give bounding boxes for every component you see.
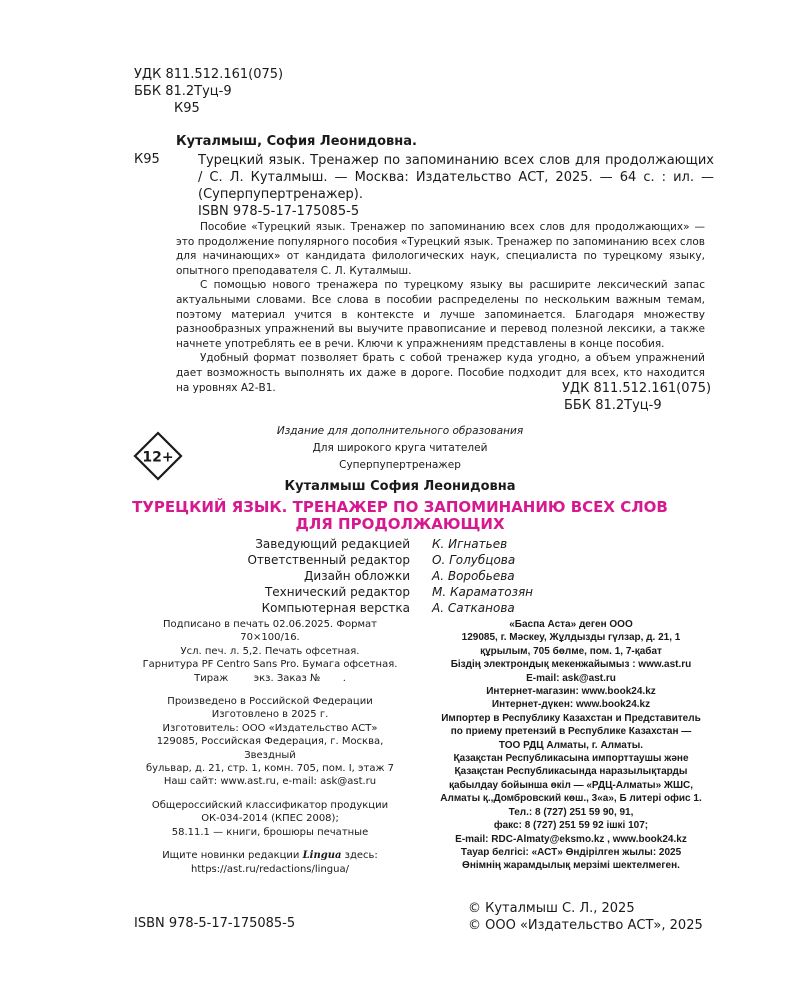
kz-info-line: Қазақстан Республикасына импорттаушы және [453,753,689,765]
kz-info-line: қабылдау бойынша өкіл — «РДЦ-Алматы» ЖШС, [449,779,693,791]
credit-name: К. Игнатьев [432,537,508,551]
credit-name: М. Караматозян [432,585,534,599]
catalog-author: Куталмыш, София Леонидовна. [176,134,417,149]
credit-role: Компьютерная верстка [261,601,410,615]
kz-info-line: 129085, г. Мәскеу, Жұлдызды гүлзар, д. 21, 1 [461,632,681,644]
annotation-paragraph: С помощью нового тренажера по турецкому языку вы расширите лексический запас актуальными словами. Все слова в пособии распределены по нескольким важным темам, поэтому материал учится в контексте и лучше запоминается. Благодаря множеству разнообразных упражнений вы выучите правописание и перевод полезной лексики, а также начнете употреблять ее в речи. Ключи к упражнениям представлены в конце пособия. [176,279,705,350]
annotation-paragraph: Пособие «Турецкий язык. Тренажер по запоминанию всех слов для продолжающих» — это продолжение популярного пособия «Турецкий язык. Тренажер по запоминанию всех слов для начинающих» от кандидата филологических наук, специалиста по турецкому языку, опытного преподавателя С. Л. Куталмыш. [176,221,705,277]
kz-info-line: по приему претензий в Республике Казахстан — [450,726,692,738]
print-info-line: Усл. печ. л. 5,2. Печать офсетная. [180,645,360,657]
kz-info-line: Импортер в Республику Казахстан и Представитель [441,712,701,724]
udk-header [134,66,283,117]
credit-role: Ответственный редактор [247,553,410,567]
author-mark: К95 [174,101,200,116]
print-info-line: Наш сайт: www.ast.ru, e-mail: ask@ast.ru [163,776,377,788]
footer-isbn: ISBN 978-5-17-175085-5 [134,916,296,931]
kz-info-line: Интернет-магазин: www.book24.kz [486,686,656,698]
print-info-line: Общероссийский классификатор продукции [151,799,389,811]
kz-info-line: Интернет-дүкен: www.book24.kz [491,699,651,711]
kz-info-line: Өнімнің жарамдылық мерзімі шектелмеген. [462,860,680,872]
age-rating-badge [133,431,183,481]
print-info-line: 129085, Российская Федерация, г. Москва, Звездный [156,736,384,761]
print-info-line: бульвар, д. 21, стр. 1, комн. 705, пом. I, этаж 7 [145,763,395,775]
bbk-code: ББК 81.2Туц-9 [134,84,232,99]
kz-info-line: Біздің электрондық мекенжайымыз : www.ast.ru [450,659,692,671]
novelty-line [134,849,406,862]
credits-names [432,536,533,616]
kz-info-line: Тел.: 8 (727) 251 59 90, 91, [508,806,634,818]
print-info [134,618,406,876]
credits-roles [200,536,410,616]
edition-audience: Для широкого круга читателей [312,442,488,454]
kz-info-line: құрылым, 705 бөлме, пом. 1, 7-қабат [480,645,662,657]
print-info-line: 58.11.1 — книги, брошюры печатные [171,826,369,838]
annotation-paragraph: Удобный формат позволяет брать с собой тренажер куда угодно, а объем упражнений дает возможность выполнять их даже в дороге. Пособие подходит для всех, кто находится на уровнях А2-В1. [176,352,705,394]
print-info-line: Гарнитура PF Centro Sans Pro. Бумага офсетная. [142,659,398,671]
catalog-udk-block [562,380,711,414]
novelty-url-link[interactable]: https://ast.ru/redactions/lingua/ [191,863,349,875]
book-title [130,499,670,533]
kz-info-line: ТОО РДЦ Алматы, г. Алматы. [498,739,644,751]
age-rating-text: 12+ [142,449,174,466]
novelty-prefix: Ищите новинки редакции [162,850,300,862]
kz-info-line: Қазақстан Республикасында наразылықтарды [454,766,688,778]
catalog-bbk: ББК 81.2Туц-9 [564,398,662,413]
kz-info-line: E-mail: RDC-Almaty@eksmo.kz , www.book24.kz [455,833,687,845]
book-title-line: ДЛЯ ПРОДОЛЖАЮЩИХ [295,515,505,533]
print-info-line: Произведено в Российской Федерации [167,696,373,708]
edition-type: Издание для дополнительного образования [276,425,524,437]
kz-info-line: Алматы қ.,Домбровский көш., 3«а», Б литері офис 1. [440,793,702,805]
book-author: Куталмыш София Леонидовна [284,479,516,494]
book-title-line: ТУРЕЦКИЙ ЯЗЫК. ТРЕНАЖЕР ПО ЗАПОМИНАНИЮ ВСЕХ СЛОВ [132,498,668,516]
edition-series: Суперпупертренажер [339,459,461,471]
print-info-line: ОК-034-2014 (КПЕС 2008); [201,813,339,825]
kz-info-line: E-mail: ask@ast.ru [526,672,616,684]
credit-role: Дизайн обложки [304,569,410,583]
kz-importer-info [425,618,717,873]
print-info-line: Подписано в печать 02.06.2025. Формат 70×100/16. [163,619,377,644]
credit-name: А. Сатканова [432,601,515,615]
annotation [176,220,705,395]
catalog-isbn: ISBN 978-5-17-175085-5 [198,204,360,219]
credit-name: О. Голубцова [432,553,516,567]
kz-info-line: Тауар белгісі: «АСТ» Өндірілген жылы: 2025 [460,846,682,858]
udk-code: УДК 811.512.161(075) [134,67,284,82]
catalog-author-mark: К95 [134,152,160,167]
copyright-block [468,900,703,934]
copyright-publisher: © ООО «Издательство АСТ», 2025 [468,918,703,933]
credit-role: Технический редактор [264,585,410,599]
catalog-udk: УДК 811.512.161(075) [562,381,712,396]
lingua-logo: Lingua [302,850,342,862]
credit-name: А. Воробьева [432,569,515,583]
novelty-suffix: здесь: [344,850,378,862]
print-info-line: Изготовитель: ООО «Издательство АСТ» [162,722,378,734]
print-info-line: Тираж экз. Заказ № . [194,672,346,684]
copyright-author: © Куталмыш С. Л., 2025 [468,901,635,916]
kz-info-line: «Баспа Аста» деген ООО [509,619,633,630]
kz-info-line: факс: 8 (727) 251 59 92 ішкі 107; [493,820,649,832]
credit-role: Заведующий редакцией [255,537,410,551]
catalog-title-entry: Турецкий язык. Тренажер по запоминанию всех слов для продолжающих / С. Л. Куталмыш. — Москва: Издательство АСТ, 2025. — 64 с. : ил. — (Суперпупертренажер). [198,153,714,202]
print-info-line: Изготовлено в 2025 г. [211,709,329,721]
